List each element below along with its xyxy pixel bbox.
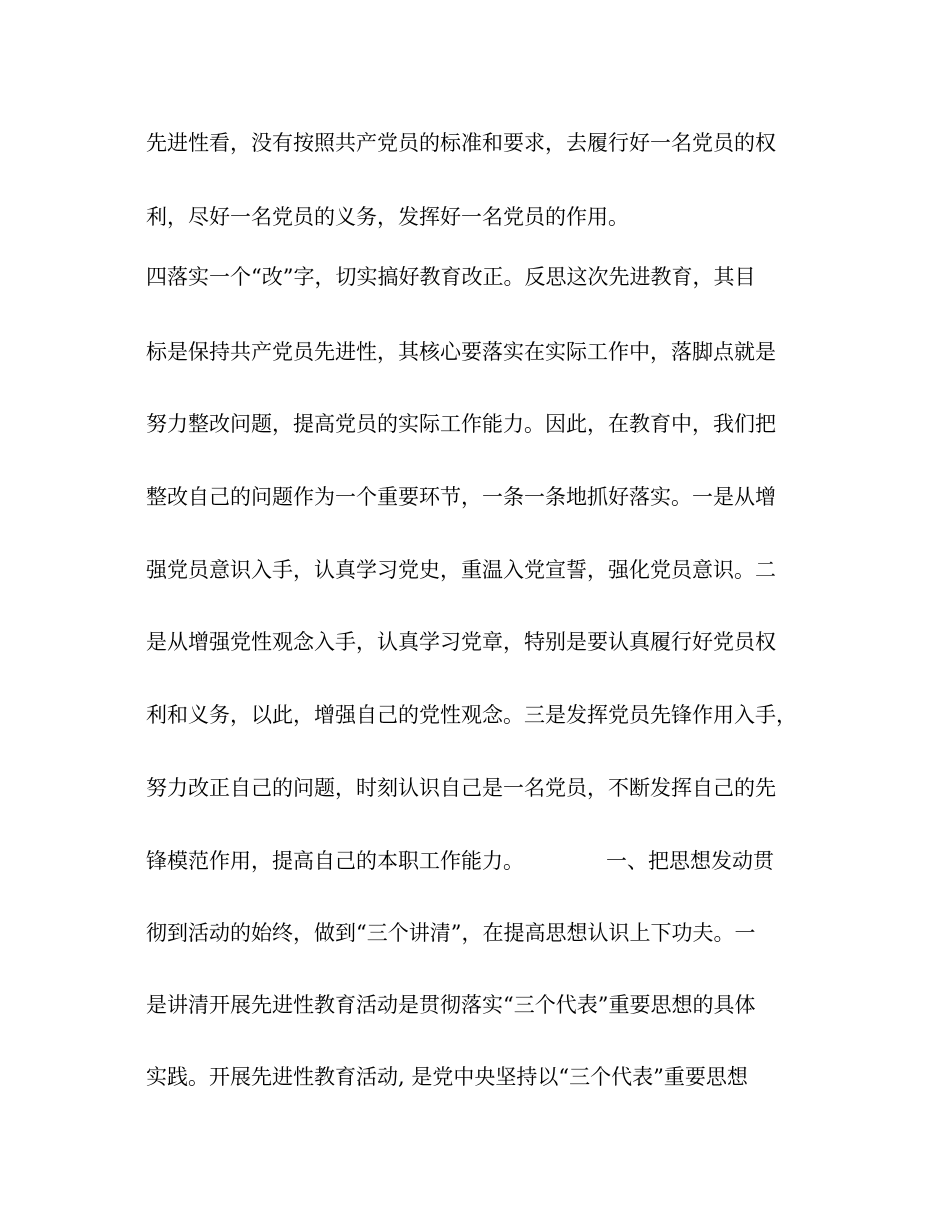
paragraph-line: 是讲清开展先进性教育活动是贯彻落实“三个代表”重要思想的具体 xyxy=(146,993,756,1017)
paragraph-line: 努力改正自己的问题，时刻认识自己是一名党员，不断发挥自己的先 xyxy=(146,776,776,800)
paragraph-line: 实践。开展先进性教育活动, 是党中央坚持以“三个代表”重要思想 xyxy=(146,1065,748,1089)
paragraph-line-end: 锋模范作用，提高自己的本职工作能力。 xyxy=(146,849,524,873)
paragraph-line: 是从增强党性观念入手，认真学习党章，特别是要认真履行好党员权 xyxy=(146,630,776,654)
paragraph-line: 整改自己的问题作为一个重要环节，一条一条地抓好落实。一是从增 xyxy=(146,485,776,509)
paragraph-line xyxy=(146,849,774,873)
paragraph-line: 标是保持共产党员先进性，其核心要落实在实际工作中，落脚点就是 xyxy=(146,340,776,364)
paragraph-line: 四落实一个“改”字，切实搞好教育改正。反思这次先进教育，其目 xyxy=(146,265,756,289)
section-heading-start: 一、把思想发动贯 xyxy=(606,849,774,873)
paragraph-line: 彻到活动的始终，做到“三个讲清”，在提高思想认识上下功夫。一 xyxy=(146,921,756,945)
paragraph-line: 利和义务，以此，增强自己的党性观念。三是发挥党员先锋作用入手， xyxy=(146,703,797,727)
paragraph-line: 努力整改问题，提高党员的实际工作能力。因此，在教育中，我们把 xyxy=(146,412,776,436)
paragraph-line: 先进性看，没有按照共产党员的标准和要求，去履行好一名党员的权 xyxy=(146,131,776,155)
paragraph-line: 利，尽好一名党员的义务，发挥好一名党员的作用。 xyxy=(146,205,629,229)
paragraph-line: 强党员意识入手，认真学习党史，重温入党宣誓，强化党员意识。二 xyxy=(146,558,776,582)
